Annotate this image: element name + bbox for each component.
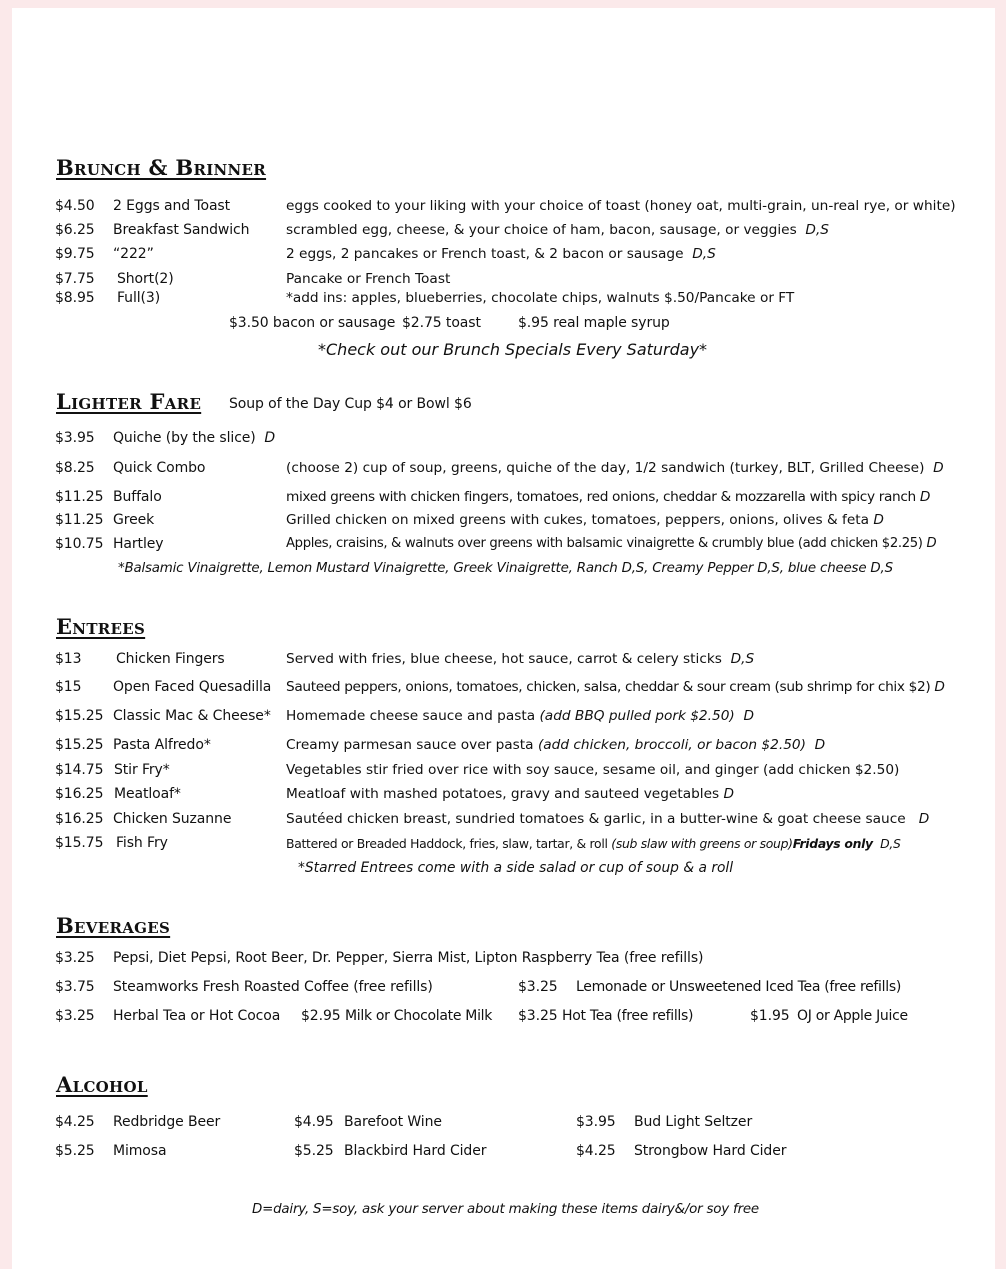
beverage-price: $3.25 — [518, 979, 558, 995]
entree-price: $15.75 — [55, 835, 104, 851]
brunch-extra: $2.75 toast — [402, 315, 481, 331]
alcohol-price: $4.25 — [55, 1114, 95, 1130]
soup-of-day: Soup of the Day Cup $4 or Bowl $6 — [229, 396, 472, 412]
brunch-item-name: Short(2) — [117, 271, 174, 287]
entree-name: Meatloaf* — [114, 786, 181, 802]
desc-text: Grilled chicken on mixed greens with cukes, tomatoes, peppers, onions, olives & feta — [286, 512, 870, 528]
allergen-tag: D,S — [805, 222, 829, 238]
entree-desc — [286, 836, 901, 851]
beverage-name: Lemonade or Unsweetened Iced Tea (free refills) — [576, 979, 901, 995]
allergen-tag: D,S — [730, 651, 755, 667]
entree-name: Fish Fry — [116, 835, 168, 851]
brunch-item-desc: eggs cooked to your liking with your choice of toast (honey oat, multi-grain, un-real rye, or white) — [286, 198, 956, 214]
desc-italic: (add BBQ pulled pork $2.50) — [539, 708, 735, 724]
entree-desc — [286, 786, 734, 802]
lighter-price: $11.25 — [55, 489, 104, 505]
desc-text: Meatloaf with mashed potatoes, gravy and sauteed vegetables — [286, 786, 720, 802]
entree-name: Chicken Fingers — [116, 651, 225, 667]
allergen-tag: D — [926, 536, 937, 551]
alcohol-name: Barefoot Wine — [344, 1114, 442, 1130]
entree-desc — [286, 651, 754, 667]
entree-name: Classic Mac & Cheese* — [113, 708, 271, 724]
allergen-tag: D — [934, 679, 945, 695]
desc-text: (choose 2) cup of soup, greens, quiche of the day, 1/2 sandwich (turkey, BLT, Grilled Cheese) — [286, 460, 925, 476]
brunch-item-name: Full(3) — [117, 290, 161, 306]
alcohol-price: $3.95 — [576, 1114, 616, 1130]
beverage-price: $2.95 — [301, 1008, 341, 1024]
allergen-tag: D — [873, 512, 884, 528]
entree-desc: Vegetables stir fried over rice with soy sauce, sesame oil, and ginger (add chicken $2.50) — [286, 762, 900, 778]
brunch-item-desc — [286, 222, 829, 238]
entree-name: Chicken Suzanne — [113, 811, 232, 827]
entree-price: $15 — [55, 679, 82, 695]
fridays-only-label: Fridays only — [792, 836, 873, 851]
beverage-price: $3.25 — [55, 1008, 95, 1024]
brunch-heading: Brunch & Brinner — [56, 155, 267, 180]
entree-price: $16.25 — [55, 786, 104, 802]
alcohol-price: $4.25 — [576, 1143, 616, 1159]
brunch-item-desc: Pancake or French Toast — [286, 271, 451, 287]
beverage-name: Herbal Tea or Hot Cocoa — [113, 1008, 281, 1024]
beverage-name: OJ or Apple Juice — [797, 1008, 908, 1024]
allergen-tag: D — [814, 737, 826, 753]
allergen-tag: D,S — [880, 836, 901, 851]
lighter-price: $10.75 — [55, 536, 104, 552]
desc-italic: (add chicken, broccoli, or bacon $2.50) — [537, 737, 806, 753]
entree-price: $16.25 — [55, 811, 104, 827]
brunch-item-desc — [286, 246, 716, 262]
entree-price: $14.75 — [55, 762, 104, 778]
brunch-price: $8.95 — [55, 290, 95, 306]
alcohol-price: $5.25 — [294, 1143, 334, 1159]
lighter-item-desc — [286, 512, 884, 528]
alcohol-heading: Alcohol — [56, 1072, 148, 1097]
entree-desc — [286, 811, 929, 827]
desc-text: Sauteed peppers, onions, tomatoes, chicken, salsa, cheddar & sour cream (sub shrimp for chix $2) — [286, 679, 931, 695]
allergen-tag: D,S — [692, 246, 716, 262]
starred-entrees-note: *Starred Entrees come with a side salad or cup of soup & a roll — [298, 860, 734, 876]
lighter-item-name: Greek — [113, 512, 155, 528]
allergen-tag: D — [919, 489, 931, 505]
brunch-item-desc: *add ins: apples, blueberries, chocolate chips, walnuts $.50/Pancake or FT — [286, 290, 795, 306]
entree-name: Pasta Alfredo* — [113, 737, 211, 753]
beverage-price: $3.25 — [55, 950, 95, 966]
allergen-footer-note: D=dairy, S=soy, ask your server about making these items dairy&/or soy free — [252, 1202, 759, 1217]
desc-text: Sautéed chicken breast, sundried tomatoes & garlic, in a butter-wine & goat cheese sauce — [286, 811, 906, 827]
beverages-heading: Beverages — [56, 913, 171, 938]
desc-text: Battered or Breaded Haddock, fries, slaw, tartar, & roll — [286, 836, 608, 851]
beverage-name: Hot Tea (free refills) — [562, 1008, 694, 1024]
lighter-item-name: Hartley — [113, 536, 164, 552]
entree-price: $15.25 — [55, 708, 104, 724]
brunch-price: $7.75 — [55, 271, 95, 287]
lighter-fare-heading: Lighter Fare — [56, 389, 202, 414]
alcohol-name: Bud Light Seltzer — [634, 1114, 753, 1130]
brunch-price: $4.50 — [55, 198, 95, 214]
alcohol-price: $4.95 — [294, 1114, 334, 1130]
brunch-price: $6.25 — [55, 222, 95, 238]
beverage-name: Milk or Chocolate Milk — [345, 1008, 493, 1024]
entree-desc — [286, 708, 754, 724]
alcohol-name: Blackbird Hard Cider — [344, 1143, 487, 1159]
desc-text: Apples, craisins, & walnuts over greens with balsamic vinaigrette & crumbly blue (add chicken $2.25) — [286, 536, 923, 551]
allergen-tag: D — [723, 786, 735, 802]
entrees-heading: Entrees — [56, 614, 146, 639]
alcohol-price: $5.25 — [55, 1143, 95, 1159]
brunch-item-name: Breakfast Sandwich — [113, 222, 250, 238]
lighter-item-name: Buffalo — [113, 489, 162, 505]
beverage-price: $1.95 — [750, 1008, 790, 1024]
allergen-tag: D — [743, 708, 754, 724]
lighter-item-name — [113, 430, 275, 446]
brunch-extra: $.95 real maple syrup — [518, 315, 670, 331]
entree-price: $13 — [55, 651, 82, 667]
allergen-tag: D — [264, 430, 276, 446]
desc-text: scrambled egg, cheese, & your choice of ham, bacon, sausage, or veggies — [286, 222, 797, 238]
brunch-item-name: 2 Eggs and Toast — [113, 198, 231, 214]
alcohol-name: Mimosa — [113, 1143, 167, 1159]
allergen-tag: D — [918, 811, 930, 827]
beverage-name: Steamworks Fresh Roasted Coffee (free refills) — [113, 979, 433, 995]
desc-text: Served with fries, blue cheese, hot sauce, carrot & celery sticks — [286, 651, 722, 667]
lighter-price: $11.25 — [55, 512, 104, 528]
lighter-item-name: Quick Combo — [113, 460, 206, 476]
entree-desc — [286, 737, 825, 753]
beverage-name: Pepsi, Diet Pepsi, Root Beer, Dr. Pepper, Sierra Mist, Lipton Raspberry Tea (free refills) — [113, 950, 704, 966]
lighter-item-desc — [286, 460, 944, 476]
brunch-item-name: “222” — [113, 246, 154, 262]
entree-desc — [286, 679, 945, 695]
lighter-price: $8.25 — [55, 460, 95, 476]
alcohol-name: Redbridge Beer — [113, 1114, 221, 1130]
desc-text: 2 eggs, 2 pancakes or French toast, & 2 bacon or sausage — [286, 246, 684, 262]
item-name-text: Quiche (by the slice) — [113, 430, 256, 446]
brunch-specials-note: *Check out our Brunch Specials Every Saturday* — [318, 340, 708, 359]
entree-price: $15.25 — [55, 737, 104, 753]
desc-text: Creamy parmesan sauce over pasta — [286, 737, 534, 753]
lighter-price: $3.95 — [55, 430, 95, 446]
brunch-price: $9.75 — [55, 246, 95, 262]
desc-text: mixed greens with chicken fingers, tomatoes, red onions, cheddar & mozzarella with spicy ranch — [286, 489, 916, 505]
beverage-price: $3.25 — [518, 1008, 558, 1024]
dressing-note: *Balsamic Vinaigrette, Lemon Mustard Vinaigrette, Greek Vinaigrette, Ranch D,S, Creamy Pepper D,S, blue cheese D,S — [118, 561, 893, 576]
entree-name: Open Faced Quesadilla — [113, 679, 272, 695]
alcohol-name: Strongbow Hard Cider — [634, 1143, 787, 1159]
entree-name: Stir Fry* — [114, 762, 170, 778]
desc-text: Homemade cheese sauce and pasta — [286, 708, 536, 724]
desc-italic: (sub slaw with greens or soup) — [611, 836, 793, 851]
brunch-extra: $3.50 bacon or sausage — [229, 315, 396, 331]
allergen-tag: D — [933, 460, 944, 476]
lighter-item-desc — [286, 536, 936, 551]
beverage-price: $3.75 — [55, 979, 95, 995]
lighter-item-desc — [286, 489, 930, 505]
